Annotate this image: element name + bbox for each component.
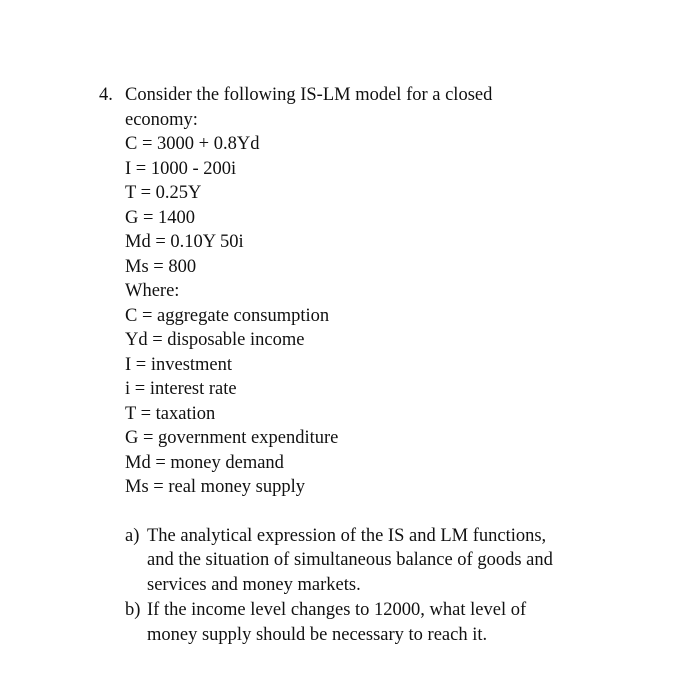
part-line: The analytical expression of the IS and LM functions, — [147, 525, 547, 546]
equation-consumption: C = 3000 + 0.8Yd — [125, 134, 260, 154]
definition-list — [125, 304, 679, 500]
part-text — [147, 525, 679, 599]
intro-line: economy: — [125, 109, 198, 130]
part-text — [147, 599, 679, 648]
part-b — [125, 599, 679, 648]
part-line: services and money markets. — [147, 574, 361, 595]
definition-item: Md = money demand — [125, 452, 284, 473]
equation-taxation: T = 0.25Y — [125, 183, 202, 203]
part-line: and the situation of simultaneous balance of goods and — [147, 550, 553, 570]
question-body — [125, 108, 679, 500]
part-line: money supply should be necessary to reach it. — [147, 624, 488, 645]
definition-item: C = aggregate consumption — [125, 305, 330, 326]
part-line: If the income level changes to 12000, what level of — [147, 600, 527, 620]
question-4 — [99, 83, 679, 649]
equation-money-supply: Ms = 800 — [125, 256, 197, 277]
intro-line: Consider the following IS-LM model for a closed — [125, 85, 493, 105]
definition-item: T = taxation — [125, 403, 216, 424]
equation-investment: I = 1000 - 200i — [125, 158, 237, 179]
question-intro — [125, 83, 679, 108]
where-label: Where: — [125, 281, 180, 301]
definition-item: Yd = disposable income — [125, 330, 305, 350]
part-letter: b) — [125, 600, 141, 620]
question-heading — [99, 83, 679, 108]
definition-item: Ms = real money supply — [125, 477, 305, 497]
equation-money-demand: Md = 0.10Y 50i — [125, 232, 244, 252]
part-letter: a) — [125, 525, 140, 546]
definition-item: G = government expenditure — [125, 428, 339, 448]
definition-item: i = interest rate — [125, 379, 237, 399]
part-a — [125, 525, 679, 599]
question-parts — [125, 525, 679, 649]
equation-government: G = 1400 — [125, 207, 196, 228]
equation-list — [125, 132, 679, 279]
definition-item: I = investment — [125, 354, 233, 375]
question-number: 4. — [99, 85, 113, 105]
